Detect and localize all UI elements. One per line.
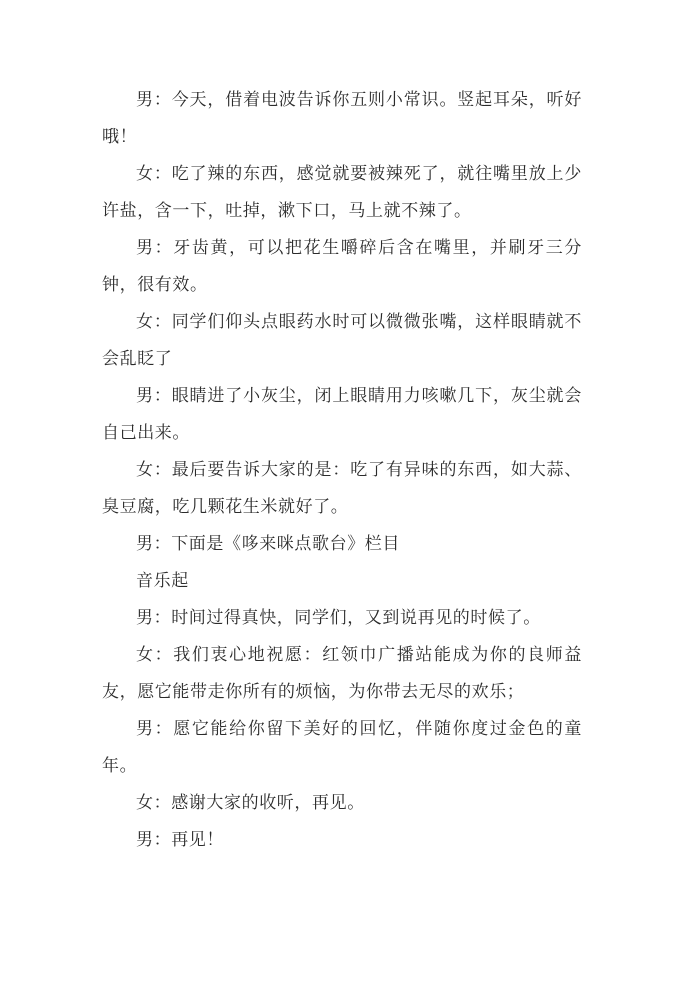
dialogue-line-female-wishes: 女：我们衷心地祝愿：红领巾广播站能成为你的良师益友，愿它能带走你所有的烦恼，为你带去无尽的欢乐；	[102, 645, 582, 702]
dialogue-line-male-segment-intro: 男：下面是《哆来咪点歌台》栏目	[136, 534, 400, 554]
dialogue-line-female-odor-tip: 女：最后要告诉大家的是：吃了有异味的东西，如大蒜、臭豆腐，吃几颗花生米就好了。	[102, 460, 582, 517]
dialogue-line-male-teeth-tip: 男：牙齿黄，可以把花生嚼碎后含在嘴里，并刷牙三分钟，很有效。	[102, 238, 582, 295]
document-body	[102, 82, 582, 859]
dialogue-line-male-farewell: 男：再见！	[136, 830, 224, 850]
dialogue-line-male-goodbye-time: 男：时间过得真快，同学们，又到说再见的时候了。	[136, 608, 541, 628]
dialogue-line-male-intro: 男：今天，借着电波告诉你五则小常识。竖起耳朵，听好哦！	[102, 90, 582, 147]
stage-direction-music: 音乐起	[136, 571, 189, 591]
dialogue-line-male-memories: 男：愿它能给你留下美好的回忆，伴随你度过金色的童年。	[102, 719, 582, 776]
dialogue-line-male-dust-tip: 男：眼睛进了小灰尘，闭上眼睛用力咳嗽几下，灰尘就会自己出来。	[102, 386, 582, 443]
dialogue-line-female-eyedrop-tip: 女：同学们仰头点眼药水时可以微微张嘴，这样眼睛就不会乱眨了	[102, 312, 582, 369]
dialogue-line-female-thanks: 女：感谢大家的收听，再见。	[136, 793, 365, 813]
dialogue-line-female-spicy-tip: 女：吃了辣的东西，感觉就要被辣死了，就往嘴里放上少许盐，含一下，吐掉，漱下口，马上就不辣了。	[102, 164, 582, 221]
